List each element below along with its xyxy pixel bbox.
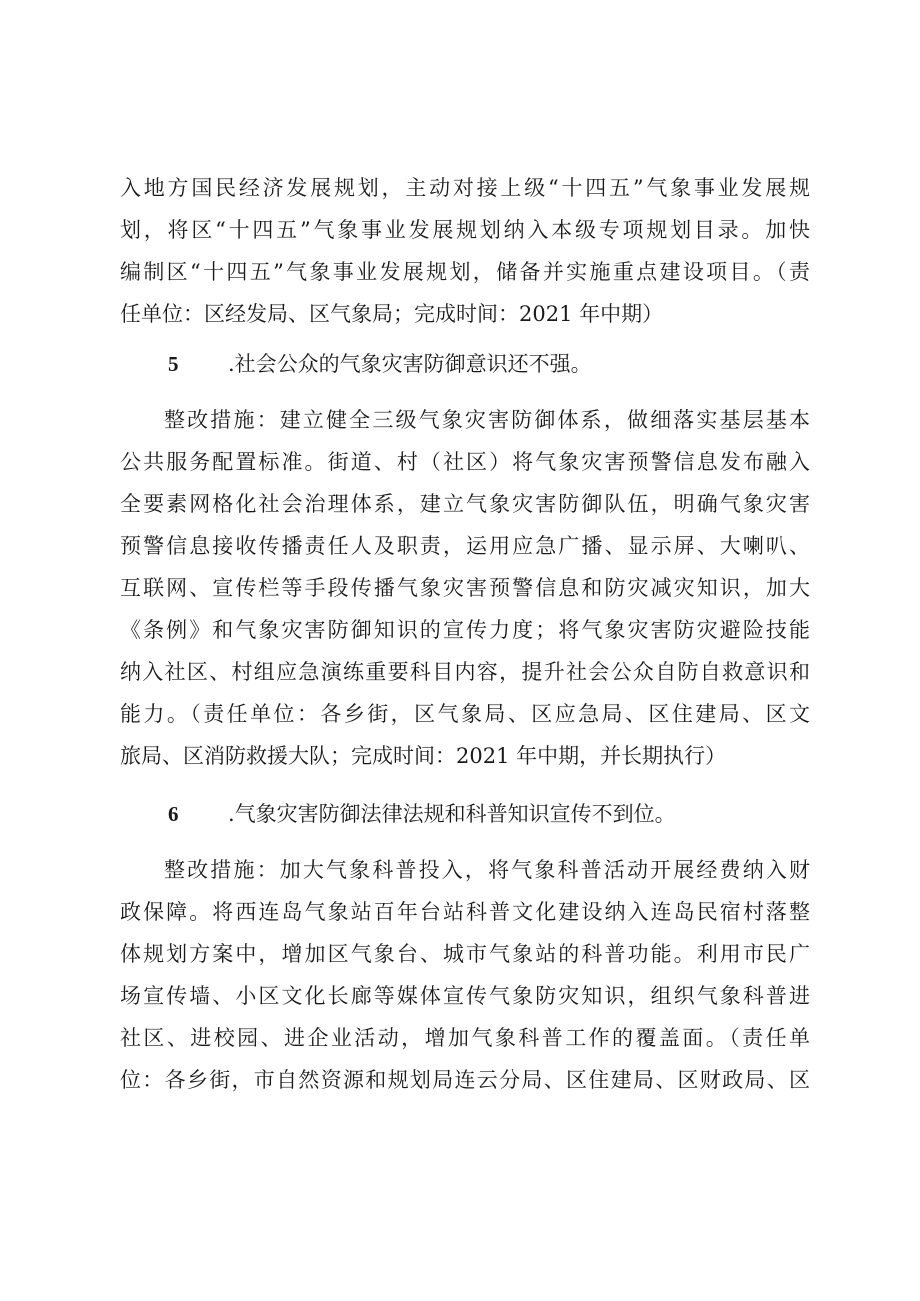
paragraph-line: 预警信息接收传播责任人及职责，运用应急广播、显示屏、大喇叭、	[120, 534, 810, 558]
paragraph-line: 编制区“十四五”气象事业发展规划，储备并实施重点建设项目。（责	[120, 260, 810, 284]
paragraph-line: 位：各乡街，市自然资源和规划局连云分局、区住建局、区财政局、区	[120, 1068, 810, 1092]
paragraph-line: 整改措施：建立健全三级气象灾害防御体系，做细落实基层基本	[164, 408, 810, 432]
paragraph-line: 入地方国民经济发展规划，主动对接上级“十四五”气象事业发展规	[120, 176, 810, 200]
paragraph-line: 旅局、区消防救援大队；完成时间：2021 年中期，并长期执行）	[120, 744, 727, 768]
item-title: .气象灾害防御法律法规和科普知识宣传不到位。	[228, 802, 676, 826]
paragraph-line: 《条例》和气象灾害防御知识的宣传力度；将气象灾害防灾避险技能	[120, 618, 810, 642]
paragraph-line: 全要素网格化社会治理体系，建立气象灾害防御队伍，明确气象灾害	[120, 492, 810, 516]
paragraph-line: 整改措施：加大气象科普投入，将气象科普活动开展经费纳入财	[164, 858, 810, 882]
paragraph-line: 互联网、宣传栏等手段传播气象灾害预警信息和防灾减灾知识，加大	[120, 576, 810, 600]
paragraph-line: 纳入社区、村组应急演练重要科目内容，提升社会公众自防自救意识和	[120, 660, 810, 684]
item-number: 6	[168, 802, 179, 826]
paragraph-line: 划，将区“十四五”气象事业发展规划纳入本级专项规划目录。加快	[120, 218, 810, 242]
item-title: .社会公众的气象灾害防御意识还不强。	[228, 352, 592, 376]
paragraph-line: 政保障。将西连岛气象站百年台站科普文化建设纳入连岛民宿村落整	[120, 900, 810, 924]
paragraph-line: 社区、进校园、进企业活动，增加气象科普工作的覆盖面。（责任单	[120, 1026, 810, 1050]
paragraph-line: 体规划方案中，增加区气象台、城市气象站的科普功能。利用市民广	[120, 942, 810, 966]
paragraph-line: 任单位：区经发局、区气象局；完成时间：2021 年中期）	[120, 302, 664, 326]
paragraph-line: 能力。（责任单位：各乡街，区气象局、区应急局、区住建局、区文	[120, 702, 810, 726]
paragraph-line: 公共服务配置标准。街道、村（社区）将气象灾害预警信息发布融入	[120, 450, 810, 474]
item-number: 5	[168, 352, 179, 376]
paragraph-line: 场宣传墙、小区文化长廊等媒体宣传气象防灾知识，组织气象科普进	[120, 984, 810, 1008]
